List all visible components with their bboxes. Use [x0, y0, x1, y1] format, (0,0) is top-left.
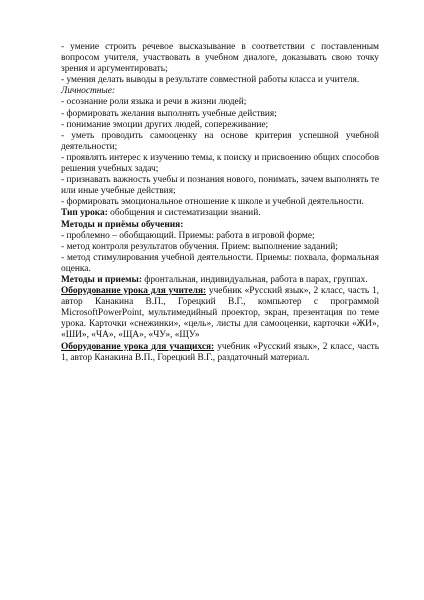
methods-item: - проблемно – обобщающий. Приемы: работа в игровой форме;	[61, 230, 315, 241]
lesson-type-label: Тип урока:	[61, 208, 108, 219]
paragraph-conclusions-skill: - умения делать выводы в результате совместной работы класса и учителя.	[61, 75, 360, 86]
personal-heading: Личностные:	[61, 86, 116, 97]
teacher-equipment-value: учебник «Русский язык», 2 класс, часть 1, автор Канакина В.П., Горецкий В.Г., компьютер с программой MicrosoftPowerPoint, мультимедийный проектор, экран, презентация по теме урока. Карточки «снежинки», «цель», листы для самооценки, карточки «ЖИ», «ШИ», «ЧА», «ЩА», «ЧУ», «ЩУ»	[61, 286, 379, 341]
teacher-equipment	[61, 286, 379, 341]
methods-heading: Методы и приёмы обучения:	[61, 219, 184, 230]
personal-item: - формировать эмоциональное отношение к школе и учебной деятельности.	[61, 197, 364, 208]
student-equipment-value: учебник «Русский язык», 2 класс, часть 1, автор Канакина В.П., Горецкий В.Г., раздаточный материал.	[61, 341, 379, 363]
paragraph-speech-skill: - умение строить речевое высказывание в соответствии с поставленным вопросом учителя, участвовать в учебном диалоге, доказывать свою точку зрения и аргументировать;	[61, 42, 379, 75]
lesson-type	[61, 208, 379, 219]
personal-item: - проявлять интерес к изучению темы, к поиску и присвоению общих способов решения учебных задач;	[61, 152, 379, 175]
methods-techniques	[61, 275, 379, 286]
methods-item: - метод контроля результатов обучения. Прием: выполнение заданий;	[61, 241, 338, 252]
personal-item: - осознание роли языка и речи в жизни людей;	[61, 97, 247, 108]
methods-techniques-value: фронтальная, индивидуальная, работа в парах, группах.	[141, 274, 368, 285]
personal-item: - формировать желания выполнять учебные действия;	[61, 108, 277, 119]
personal-item: - понимание эмоции других людей, сопереживание;	[61, 119, 269, 130]
teacher-equipment-label: Оборудование урока для учителя:	[61, 286, 207, 297]
lesson-type-value: обобщения и систематизации знаний.	[107, 208, 261, 219]
personal-item: - признавать важность учебы и познания нового, понимать, зачем выполнять те или иные учебные действия;	[61, 175, 379, 197]
student-equipment-label: Оборудование урока для учащихся:	[61, 341, 215, 352]
personal-item: - уметь проводить самооценку на основе критерия успешной учебной деятельности;	[61, 130, 379, 152]
methods-techniques-label: Методы и приемы:	[61, 274, 142, 285]
methods-item: - метод стимулирования учебной деятельности. Приемы: похвала, формальная оценка.	[61, 252, 379, 274]
document-page	[61, 42, 379, 364]
student-equipment	[61, 342, 379, 364]
